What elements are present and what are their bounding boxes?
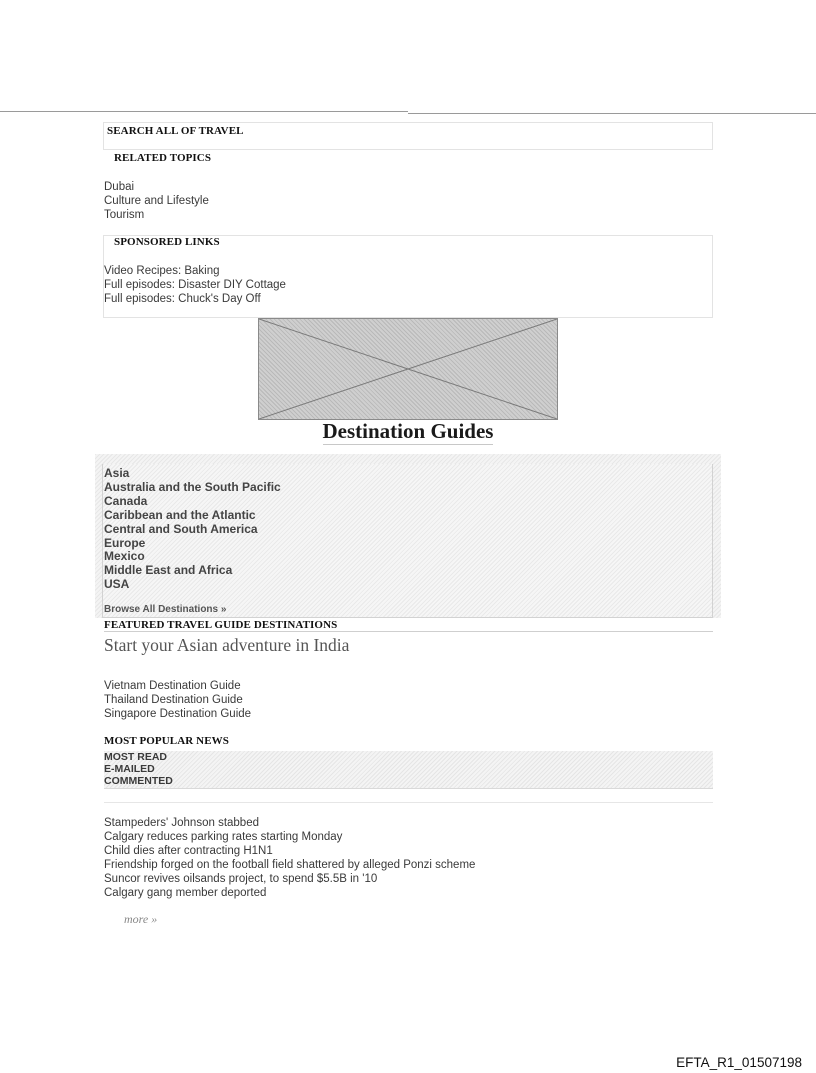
region-link-mexico[interactable]: Mexico bbox=[104, 549, 145, 564]
guide-link[interactable]: Vietnam Destination Guide bbox=[104, 680, 241, 692]
news-link[interactable]: Calgary reduces parking rates starting Monday bbox=[104, 831, 343, 843]
tab-commented[interactable]: COMMENTED bbox=[104, 775, 173, 787]
region-link-canada[interactable]: Canada bbox=[104, 493, 148, 508]
region-link-australia[interactable]: Australia and the South Pacific bbox=[104, 479, 281, 494]
related-topic-link[interactable]: Tourism bbox=[104, 209, 145, 221]
image-placeholder-cross bbox=[259, 319, 557, 419]
destination-region-list bbox=[104, 467, 281, 592]
sponsored-links-title: SPONSORED LINKS bbox=[114, 236, 220, 248]
top-divider-right bbox=[408, 113, 816, 114]
region-link-usa[interactable]: USA bbox=[104, 577, 130, 592]
broken-image-icon bbox=[258, 318, 558, 420]
search-travel-box[interactable] bbox=[103, 122, 713, 150]
region-link-central-south-america[interactable]: Central and South America bbox=[104, 521, 258, 536]
sponsored-links-list bbox=[104, 264, 286, 306]
sponsored-link[interactable]: Full episodes: Chuck's Day Off bbox=[104, 293, 261, 305]
search-travel-title: SEARCH ALL OF TRAVEL bbox=[107, 125, 244, 137]
sponsored-link[interactable]: Full episodes: Disaster DIY Cottage bbox=[104, 279, 286, 291]
tab-most-read[interactable]: MOST READ bbox=[104, 751, 167, 763]
guide-link[interactable]: Singapore Destination Guide bbox=[104, 708, 252, 720]
news-link[interactable]: Child dies after contracting H1N1 bbox=[104, 845, 273, 857]
news-link[interactable]: Suncor revives oilsands project, to spend $5.5B in '10 bbox=[104, 873, 378, 885]
region-link-caribbean[interactable]: Caribbean and the Atlantic bbox=[104, 507, 256, 522]
news-link[interactable]: Stampeders' Johnson stabbed bbox=[104, 817, 259, 829]
sponsored-link[interactable]: Video Recipes: Baking bbox=[104, 265, 220, 277]
featured-headline-link[interactable]: Start your Asian adventure in India bbox=[104, 635, 350, 655]
popular-news-list bbox=[104, 816, 475, 900]
more-news-link[interactable]: more » bbox=[124, 912, 158, 926]
news-link[interactable]: Friendship forged on the football field shattered by alleged Ponzi scheme bbox=[104, 859, 476, 871]
top-divider bbox=[0, 111, 408, 112]
region-link-europe[interactable]: Europe bbox=[104, 535, 146, 550]
related-topic-link[interactable]: Culture and Lifestyle bbox=[104, 195, 209, 207]
guide-link[interactable]: Thailand Destination Guide bbox=[104, 694, 243, 706]
region-link-asia[interactable]: Asia bbox=[104, 466, 130, 480]
related-topic-link[interactable]: Dubai bbox=[104, 181, 135, 193]
featured-destinations-title: FEATURED TRAVEL GUIDE DESTINATIONS bbox=[104, 619, 713, 632]
tab-e-mailed[interactable]: E-MAILED bbox=[104, 763, 155, 775]
featured-guide-list bbox=[104, 679, 251, 721]
browse-all-destinations-link[interactable]: Browse All Destinations » bbox=[104, 604, 227, 615]
news-link[interactable]: Calgary gang member deported bbox=[104, 887, 267, 899]
related-topics-list bbox=[104, 180, 209, 222]
most-popular-tabs bbox=[104, 751, 713, 789]
related-topics-title: RELATED TOPICS bbox=[114, 152, 212, 164]
popular-divider bbox=[104, 802, 713, 803]
destination-guides-title: Destination Guides bbox=[322, 419, 494, 443]
document-id: EFTA_R1_01507198 bbox=[676, 1055, 802, 1070]
most-popular-news-title: MOST POPULAR NEWS bbox=[104, 735, 229, 747]
destination-guides-heading bbox=[0, 419, 816, 444]
region-link-middle-east-africa[interactable]: Middle East and Africa bbox=[104, 563, 233, 578]
